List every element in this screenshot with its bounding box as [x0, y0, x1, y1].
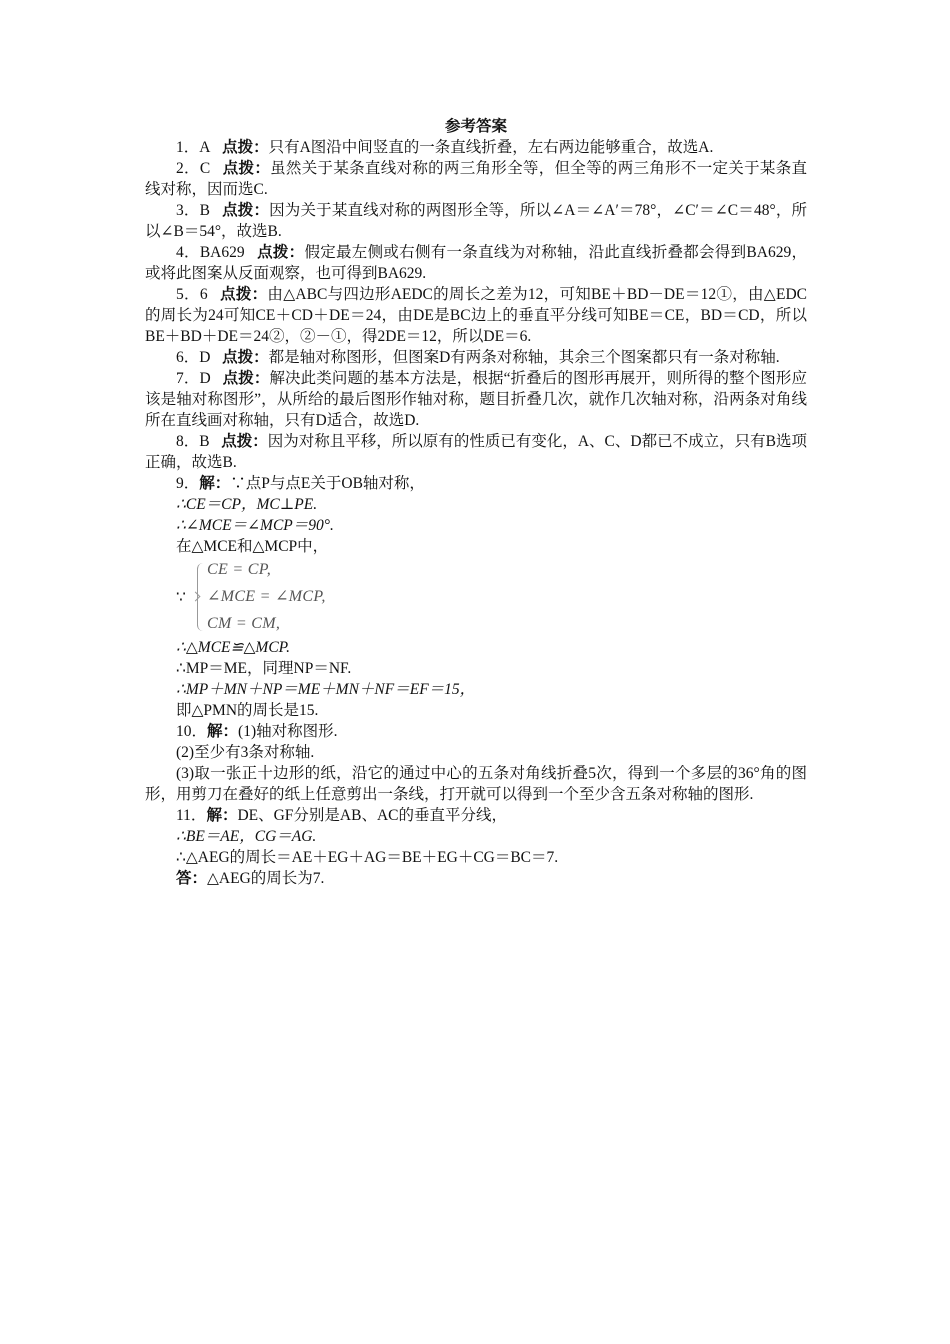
solution-line: (1)轴对称图形. — [238, 723, 338, 740]
solution-line: DE、GF分别是AB、AC的垂直平分线， — [237, 807, 507, 824]
answer-text: 因为对称且平移，所以原有的性质已有变化，A、C、D都已不成立，只有B选项正确，故选B. — [145, 433, 807, 471]
hint-label: 点拨： — [257, 244, 305, 261]
answer-number: 6．D — [176, 349, 211, 366]
answer-text: 因为关于某直线对称的两图形全等，所以∠A＝∠A′＝78°，∠C′＝∠C＝48°，所以∠B＝54°，故选B. — [145, 202, 807, 240]
hint-label: 点拨： — [222, 139, 269, 156]
answer-text: 虽然关于某条直线对称的两三角形全等，但全等的两三角形不一定关于某条直线对称，因而选C. — [145, 160, 807, 198]
answer-number: 1．A — [176, 139, 211, 156]
solution-paragraph: (3)取一张正十边形的纸，沿它的通过中心的五条对角线折叠5次，得到一个多层的36°角的图形，用剪刀在叠好的纸上任意剪出一条线，打开就可以得到一个至少含五条对称轴的图形. — [145, 765, 807, 803]
solution-line: ∴△MCE≌△MCP. — [176, 639, 291, 656]
solution-line: ∴CE＝CP，MC⊥PE. — [176, 496, 318, 513]
answer-text: 假定最左侧或右侧有一条直线为对称轴，沿此直线折叠都会得到BA629，或将此图案从反面观察，也可得到BA629. — [145, 244, 807, 282]
system-equation: CE = CP, — [207, 561, 272, 578]
answer-item-6 — [145, 347, 807, 368]
system-equation: ∠MCE = ∠MCP, — [207, 588, 326, 605]
answer-number: 2．C — [176, 160, 211, 177]
hint-label: 点拨： — [222, 349, 269, 366]
answer-number: 8．B — [176, 433, 210, 450]
answer-item-4 — [145, 242, 807, 284]
answer-item-11 — [145, 805, 807, 826]
solution-label: 解： — [199, 475, 231, 492]
hint-label: 点拨： — [220, 286, 268, 303]
hint-label: 点拨： — [222, 202, 270, 219]
hint-label: 点拨： — [222, 160, 271, 177]
answer-number: 3．B — [176, 202, 210, 219]
answer-text: 都是轴对称图形，但图案D有两条对称轴，其余三个图案都只有一条对称轴. — [268, 349, 780, 366]
answer-item-10 — [145, 721, 807, 742]
answer-number: 7．D — [176, 370, 211, 387]
system-equation: CM = CM, — [207, 615, 281, 632]
solution-line: 在△MCE和△MCP中， — [176, 538, 329, 555]
page-title: 参考答案 — [444, 118, 507, 135]
answer-number: 5．6 — [176, 286, 208, 303]
answer-item-1 — [145, 137, 807, 158]
hint-label: 点拨： — [221, 433, 268, 450]
answer-item-5 — [145, 284, 807, 347]
solution-line: (2)至少有3条对称轴. — [176, 744, 315, 761]
answer-text: 解决此类问题的基本方法是，根据“折叠后的图形再展开，则所得的整个图形应该是轴对称图形”，从所给的最后图形作轴对称，题目折叠几次，就作几次轴对称，沿两条对角线所在直线画对称轴，只有D适合，故选D. — [145, 370, 807, 429]
because-symbol: ∵ — [176, 589, 186, 606]
answer-item-7 — [145, 368, 807, 431]
solution-line: ∴△AEG的周长＝AE＋EG＋AG＝BE＋EG＋CG＝BC＝7. — [176, 849, 559, 866]
answer-number: 11． — [176, 807, 207, 824]
answer-text: 只有A图沿中间竖直的一条直线折叠，左右两边能够重合，故选A. — [268, 139, 714, 156]
answer-key-page — [145, 116, 807, 889]
answer-number: 10． — [176, 723, 208, 740]
answer-text: 由△ABC与四边形AEDC的周长之差为12，可知BE＋BD－DE＝12①，由△EDC的周长为24可知CE＋CD＋DE＝24，由DE是BC边上的垂直平分线可知BE＝CE，BD＝CD，所以BE＋BD＋DE＝24②，②－①，得2DE＝12，所以DE＝6. — [145, 286, 807, 345]
solution-line: ∴∠MCE＝∠MCP＝90°. — [176, 517, 334, 534]
solution-label: 解： — [206, 807, 238, 824]
answer-item-3 — [145, 200, 807, 242]
answer-label: 答： — [176, 870, 208, 887]
answer-item-2 — [145, 158, 807, 200]
solution-line: ∴MP＝ME，同理NP＝NF. — [176, 660, 352, 677]
answer-text: △AEG的周长为7. — [207, 870, 325, 887]
solution-line: 即△PMN的周长是15. — [176, 702, 319, 719]
equation-system — [145, 559, 807, 637]
solution-line: ∵点P与点E关于OB轴对称， — [230, 475, 425, 492]
solution-line: ∴MP＋MN＋NP＝ME＋MN＋NF＝EF＝15， — [176, 681, 476, 698]
solution-line: ∴BE＝AE，CG＝AG. — [176, 828, 317, 845]
answer-number: 4．BA629 — [176, 244, 245, 261]
solution-label: 解： — [207, 723, 239, 740]
hint-label: 点拨： — [222, 370, 270, 387]
answer-number: 9． — [176, 475, 200, 492]
answer-item-9 — [145, 473, 807, 494]
left-brace-icon — [197, 563, 206, 631]
final-answer — [145, 868, 807, 889]
answer-item-8 — [145, 431, 807, 473]
